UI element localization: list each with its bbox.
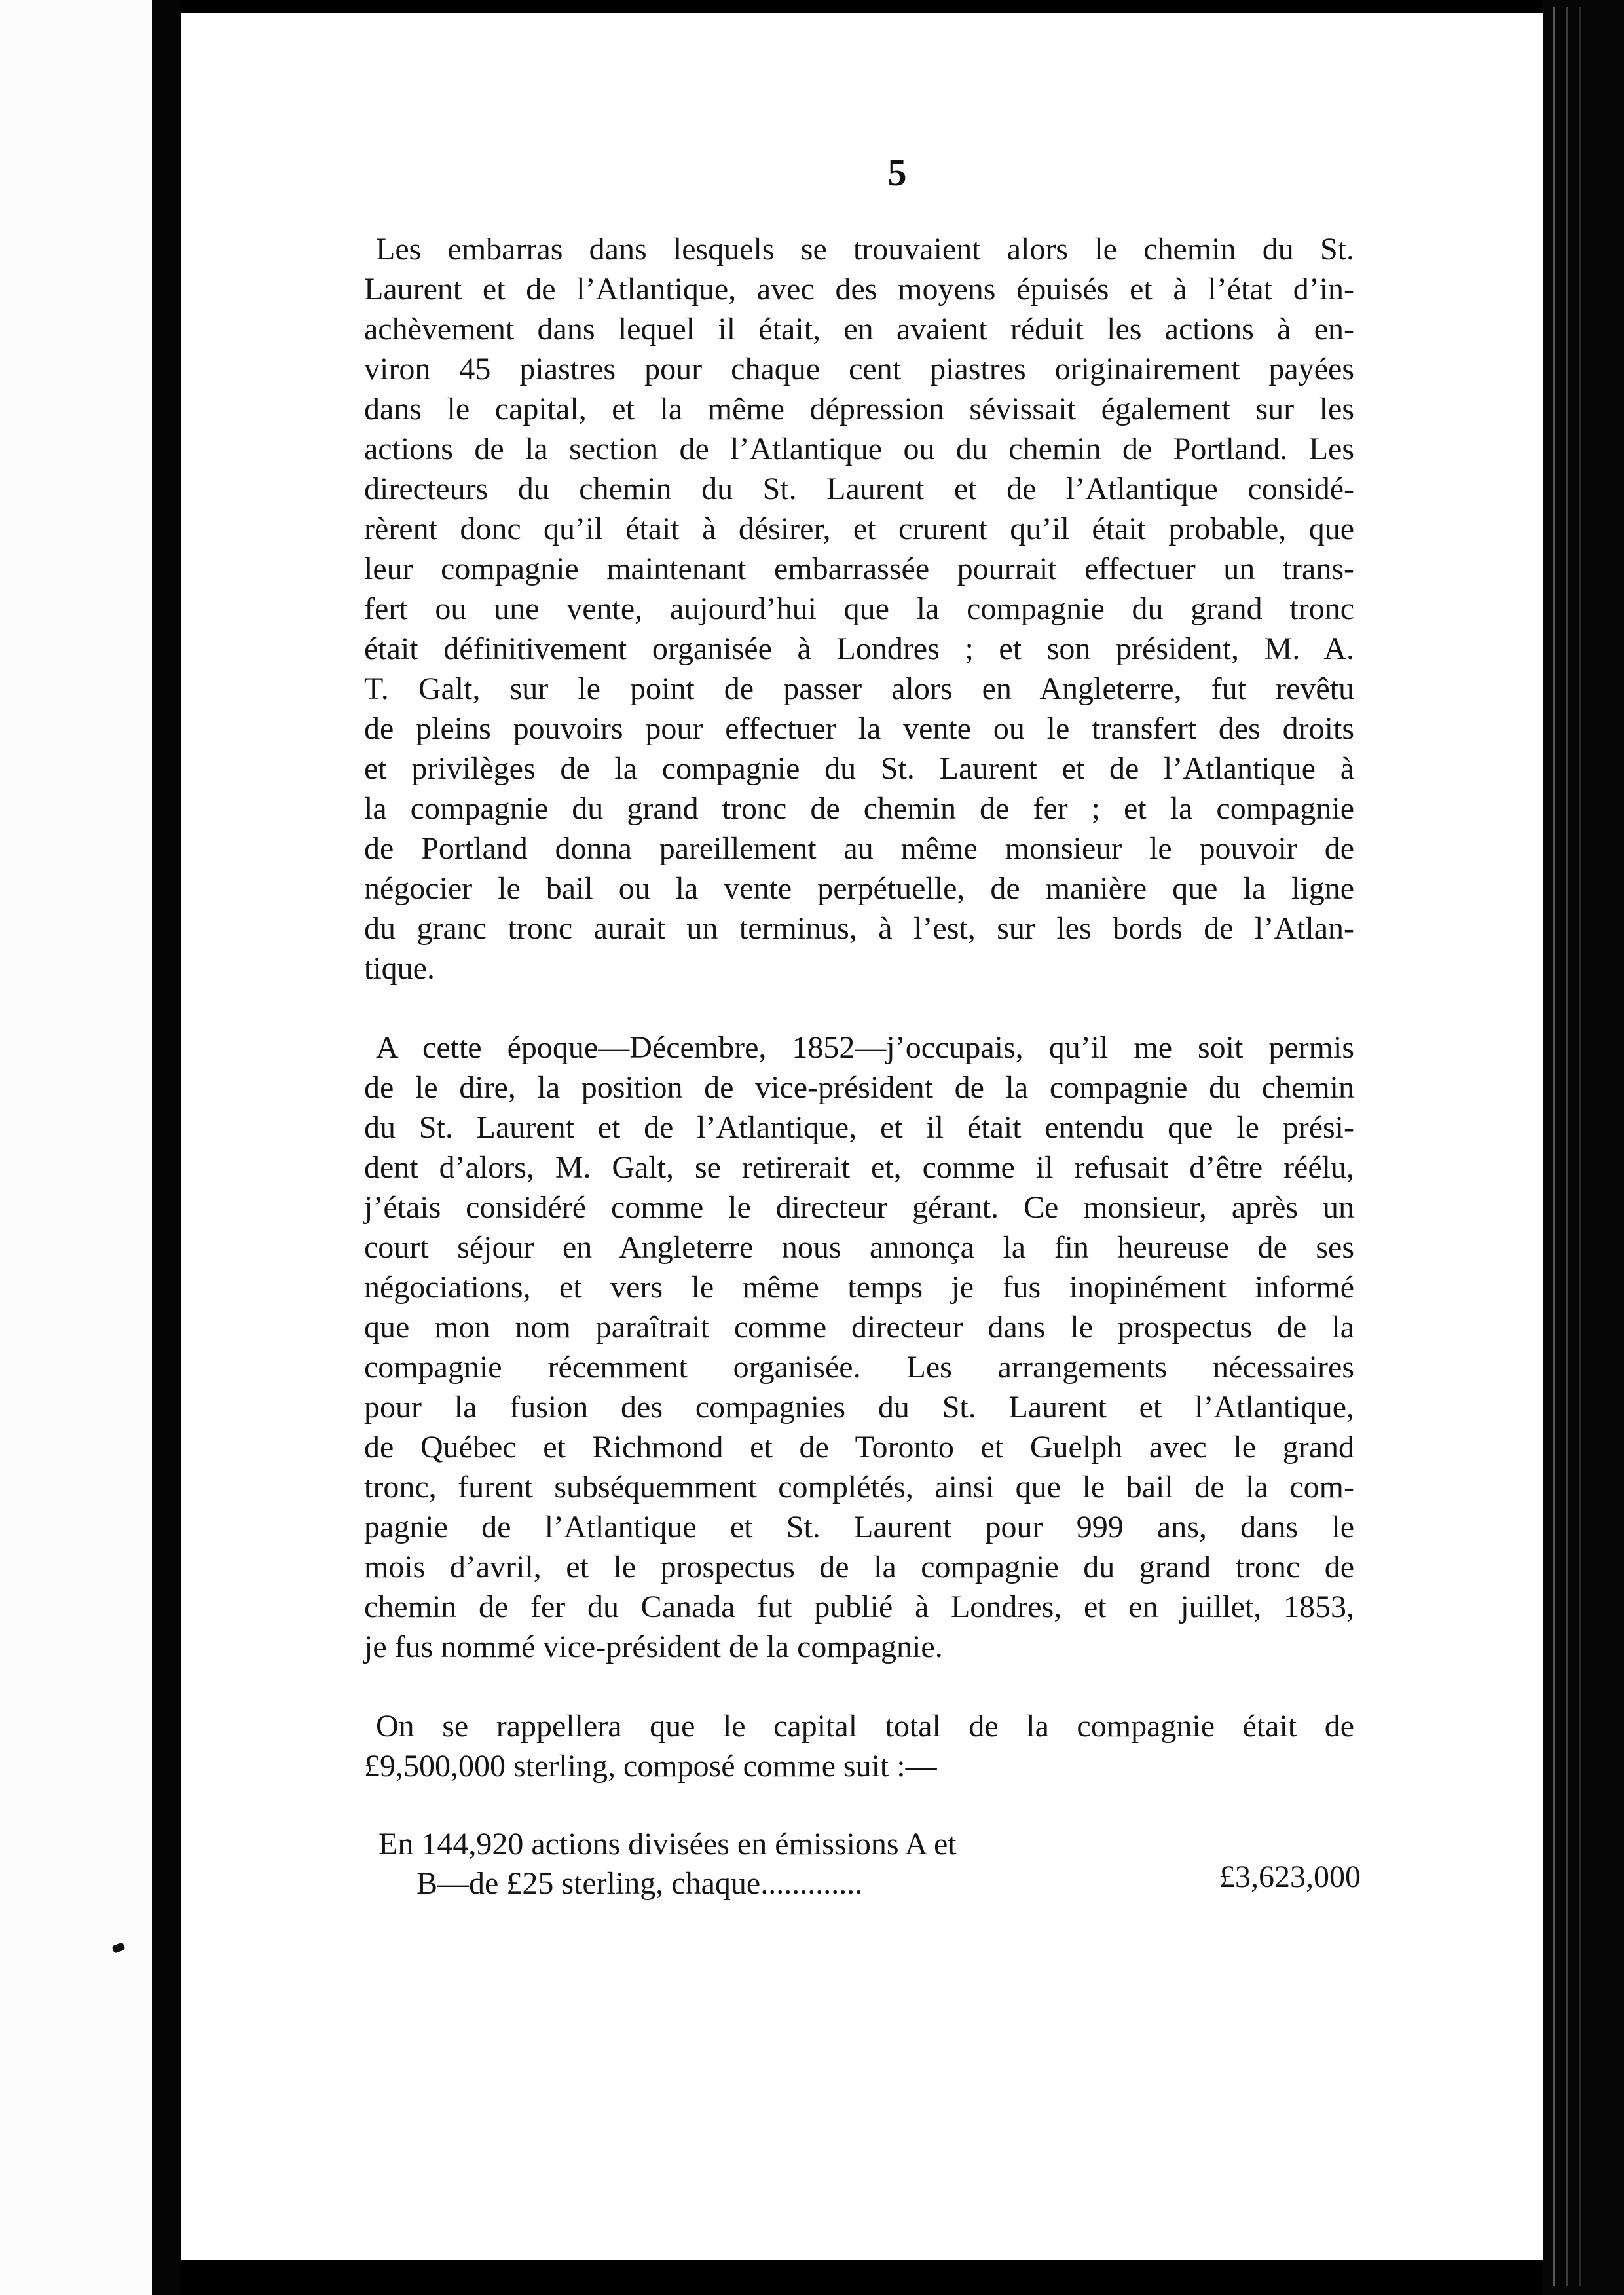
- text-line: de Portland donna pareillement au même monsieur le pouvoir de: [364, 831, 1354, 866]
- text-line: pagnie de l’Atlantique et St. Laurent pour 999 ans, dans le: [364, 1510, 1354, 1544]
- text-line: chemin de fer du Canada fut publié à Londres, et en juillet, 1853,: [364, 1590, 1354, 1624]
- text-line: viron 45 piastres pour chaque cent piastres originairement payées: [364, 352, 1354, 386]
- book-gutter: [152, 0, 181, 2295]
- facing-page-edge: [0, 0, 152, 2295]
- text-line: je fus nommé vice-président de la compagnie.: [364, 1630, 943, 1664]
- text-line: Laurent et de l’Atlantique, avec des moyens épuisés et à l’état d’in-: [364, 272, 1354, 307]
- text-line: A cette époque—Décembre, 1852—j’occupais, qu’il me soit permis: [376, 1030, 1354, 1065]
- text-line: court séjour en Angleterre nous annonça la fin heureuse de ses: [364, 1230, 1354, 1265]
- text-line: tronc, furent subséquemment complétés, ainsi que le bail de la com-: [364, 1470, 1354, 1504]
- text-line: directeurs du chemin du St. Laurent et de l’Atlantique considé-: [364, 472, 1354, 506]
- text-line: pour la fusion des compagnies du St. Laurent et l’Atlantique,: [364, 1390, 1354, 1425]
- text-line: achèvement dans lequel il était, en avaient réduit les actions à en-: [364, 312, 1354, 346]
- text-line: actions de la section de l’Atlantique ou du chemin de Portland. Les: [364, 432, 1354, 466]
- ledger-amount: £3,623,000: [1219, 1859, 1361, 1894]
- page-edge-line: [1553, 7, 1555, 2286]
- text-line: de le dire, la position de vice-président de la compagnie du chemin: [364, 1070, 1354, 1105]
- text-line: compagnie récemment organisée. Les arrangements nécessaires: [364, 1350, 1354, 1385]
- text-line: fert ou une vente, aujourd’hui que la compagnie du grand tronc: [364, 591, 1354, 626]
- page-number: 5: [887, 151, 907, 194]
- paragraph-spacer: [364, 988, 1354, 1028]
- text-line: dans le capital, et la même dépression sévissait également sur les: [364, 392, 1354, 426]
- paragraph-3: [364, 1706, 1354, 1786]
- paragraph-spacer: [364, 1667, 1354, 1706]
- text-line: et privilèges de la compagnie du St. Laurent et de l’Atlantique à: [364, 751, 1354, 786]
- text-line: dent d’alors, M. Galt, se retirerait et, comme il refusait d’être réélu,: [364, 1150, 1354, 1185]
- text-line: du St. Laurent et de l’Atlantique, et il était entendu que le prési-: [364, 1110, 1354, 1145]
- text-line: mois d’avril, et le prospectus de la compagnie du grand tronc de: [364, 1550, 1354, 1584]
- text-line: négocier le bail ou la vente perpétuelle, de manière que la ligne: [364, 871, 1354, 906]
- text-line: tique.: [364, 951, 435, 986]
- body-text: [364, 229, 1361, 1909]
- text-line: était définitivement organisée à Londres ; et son président, M. A.: [364, 631, 1354, 666]
- text-line: Les embarras dans lesquels se trouvaient alors le chemin du St.: [376, 232, 1354, 267]
- ledger-description-line: En 144,920 actions divisées en émissions A et: [378, 1827, 957, 1861]
- capital-ledger-entry: [364, 1824, 1361, 1909]
- page-edge-line: [1566, 7, 1568, 2286]
- text-line: que mon nom paraîtrait comme directeur dans le prospectus de la: [364, 1310, 1354, 1345]
- text-line: T. Galt, sur le point de passer alors en Angleterre, fut revêtu: [364, 671, 1354, 706]
- text-line: de Québec et Richmond et de Toronto et Guelph avec le grand: [364, 1430, 1354, 1465]
- paragraph-1: [364, 229, 1354, 988]
- text-line: de pleins pouvoirs pour effectuer la vente ou le transfert des droits: [364, 711, 1354, 746]
- text-line: la compagnie du grand tronc de chemin de fer ; et la compagnie: [364, 791, 1354, 826]
- ledger-description-line: B—de £25 sterling, chaque.............: [416, 1866, 863, 1901]
- text-line: rèrent donc qu’il était à désirer, et crurent qu’il était probable, que: [364, 512, 1354, 546]
- page-edge-line: [1579, 7, 1581, 2286]
- text-line: du granc tronc aurait un terminus, à l’est, sur les bords de l’Atlan-: [364, 911, 1354, 946]
- text-line: leur compagnie maintenant embarrassée pourrait effectuer un trans-: [364, 551, 1354, 586]
- paragraph-2: [364, 1028, 1354, 1667]
- text-line: £9,500,000 sterling, composé comme suit :—: [364, 1749, 937, 1783]
- text-line: négociations, et vers le même temps je fus inopinément informé: [364, 1270, 1354, 1305]
- text-line: j’étais considéré comme le directeur gérant. Ce monsieur, après un: [364, 1190, 1354, 1225]
- text-line: On se rappellera que le capital total de la compagnie était de: [376, 1709, 1354, 1744]
